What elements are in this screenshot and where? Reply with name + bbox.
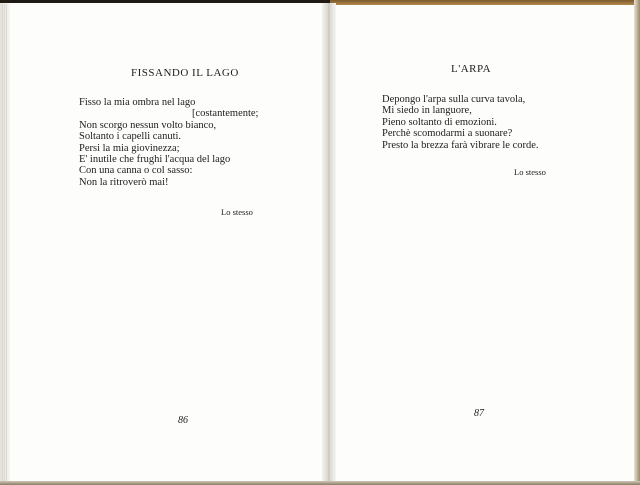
page-number: 86 (178, 415, 188, 426)
page-edge-lines (2, 4, 8, 481)
poem-line: Non la ritroverò mai! (79, 176, 169, 188)
poem-line: Soltanto i capelli canuti. (79, 131, 182, 143)
poem-line: Persi la mia giovinezza; (79, 142, 180, 154)
left-page (10, 0, 322, 485)
right-edge (634, 0, 640, 485)
poem-text (79, 97, 258, 188)
poem-title: L'ARPA (451, 63, 492, 75)
poem-signature: Lo stesso (514, 167, 546, 177)
poem-line: Presto la brezza farà vibrare le corde. (382, 139, 539, 151)
poem-line: Mi siedo in languore, (382, 105, 472, 117)
poem-line: Pieno soltanto di emozioni. (382, 116, 497, 128)
poem-line: E' inutile che frughi l'acqua del lago (79, 154, 231, 166)
poem-line: Depongo l'arpa sulla curva tavola, (382, 94, 526, 105)
poem-title: FISSANDO IL LAGO (131, 67, 239, 79)
poem-line: Fisso la mia ombra nel lago (79, 97, 196, 108)
right-page (336, 0, 634, 485)
book-gutter (322, 3, 336, 481)
poem-line: Non scorgo nessun volto bianco, (79, 119, 217, 131)
poem-line: [costantemente; (192, 108, 259, 120)
poem-text (382, 94, 539, 151)
poem-line: Perchè scomodarmi a suonare? (382, 128, 513, 140)
poem-line: Con una canna o col sasso: (79, 165, 193, 177)
poem-signature: Lo stesso (221, 207, 253, 217)
page-number: 87 (474, 408, 484, 419)
